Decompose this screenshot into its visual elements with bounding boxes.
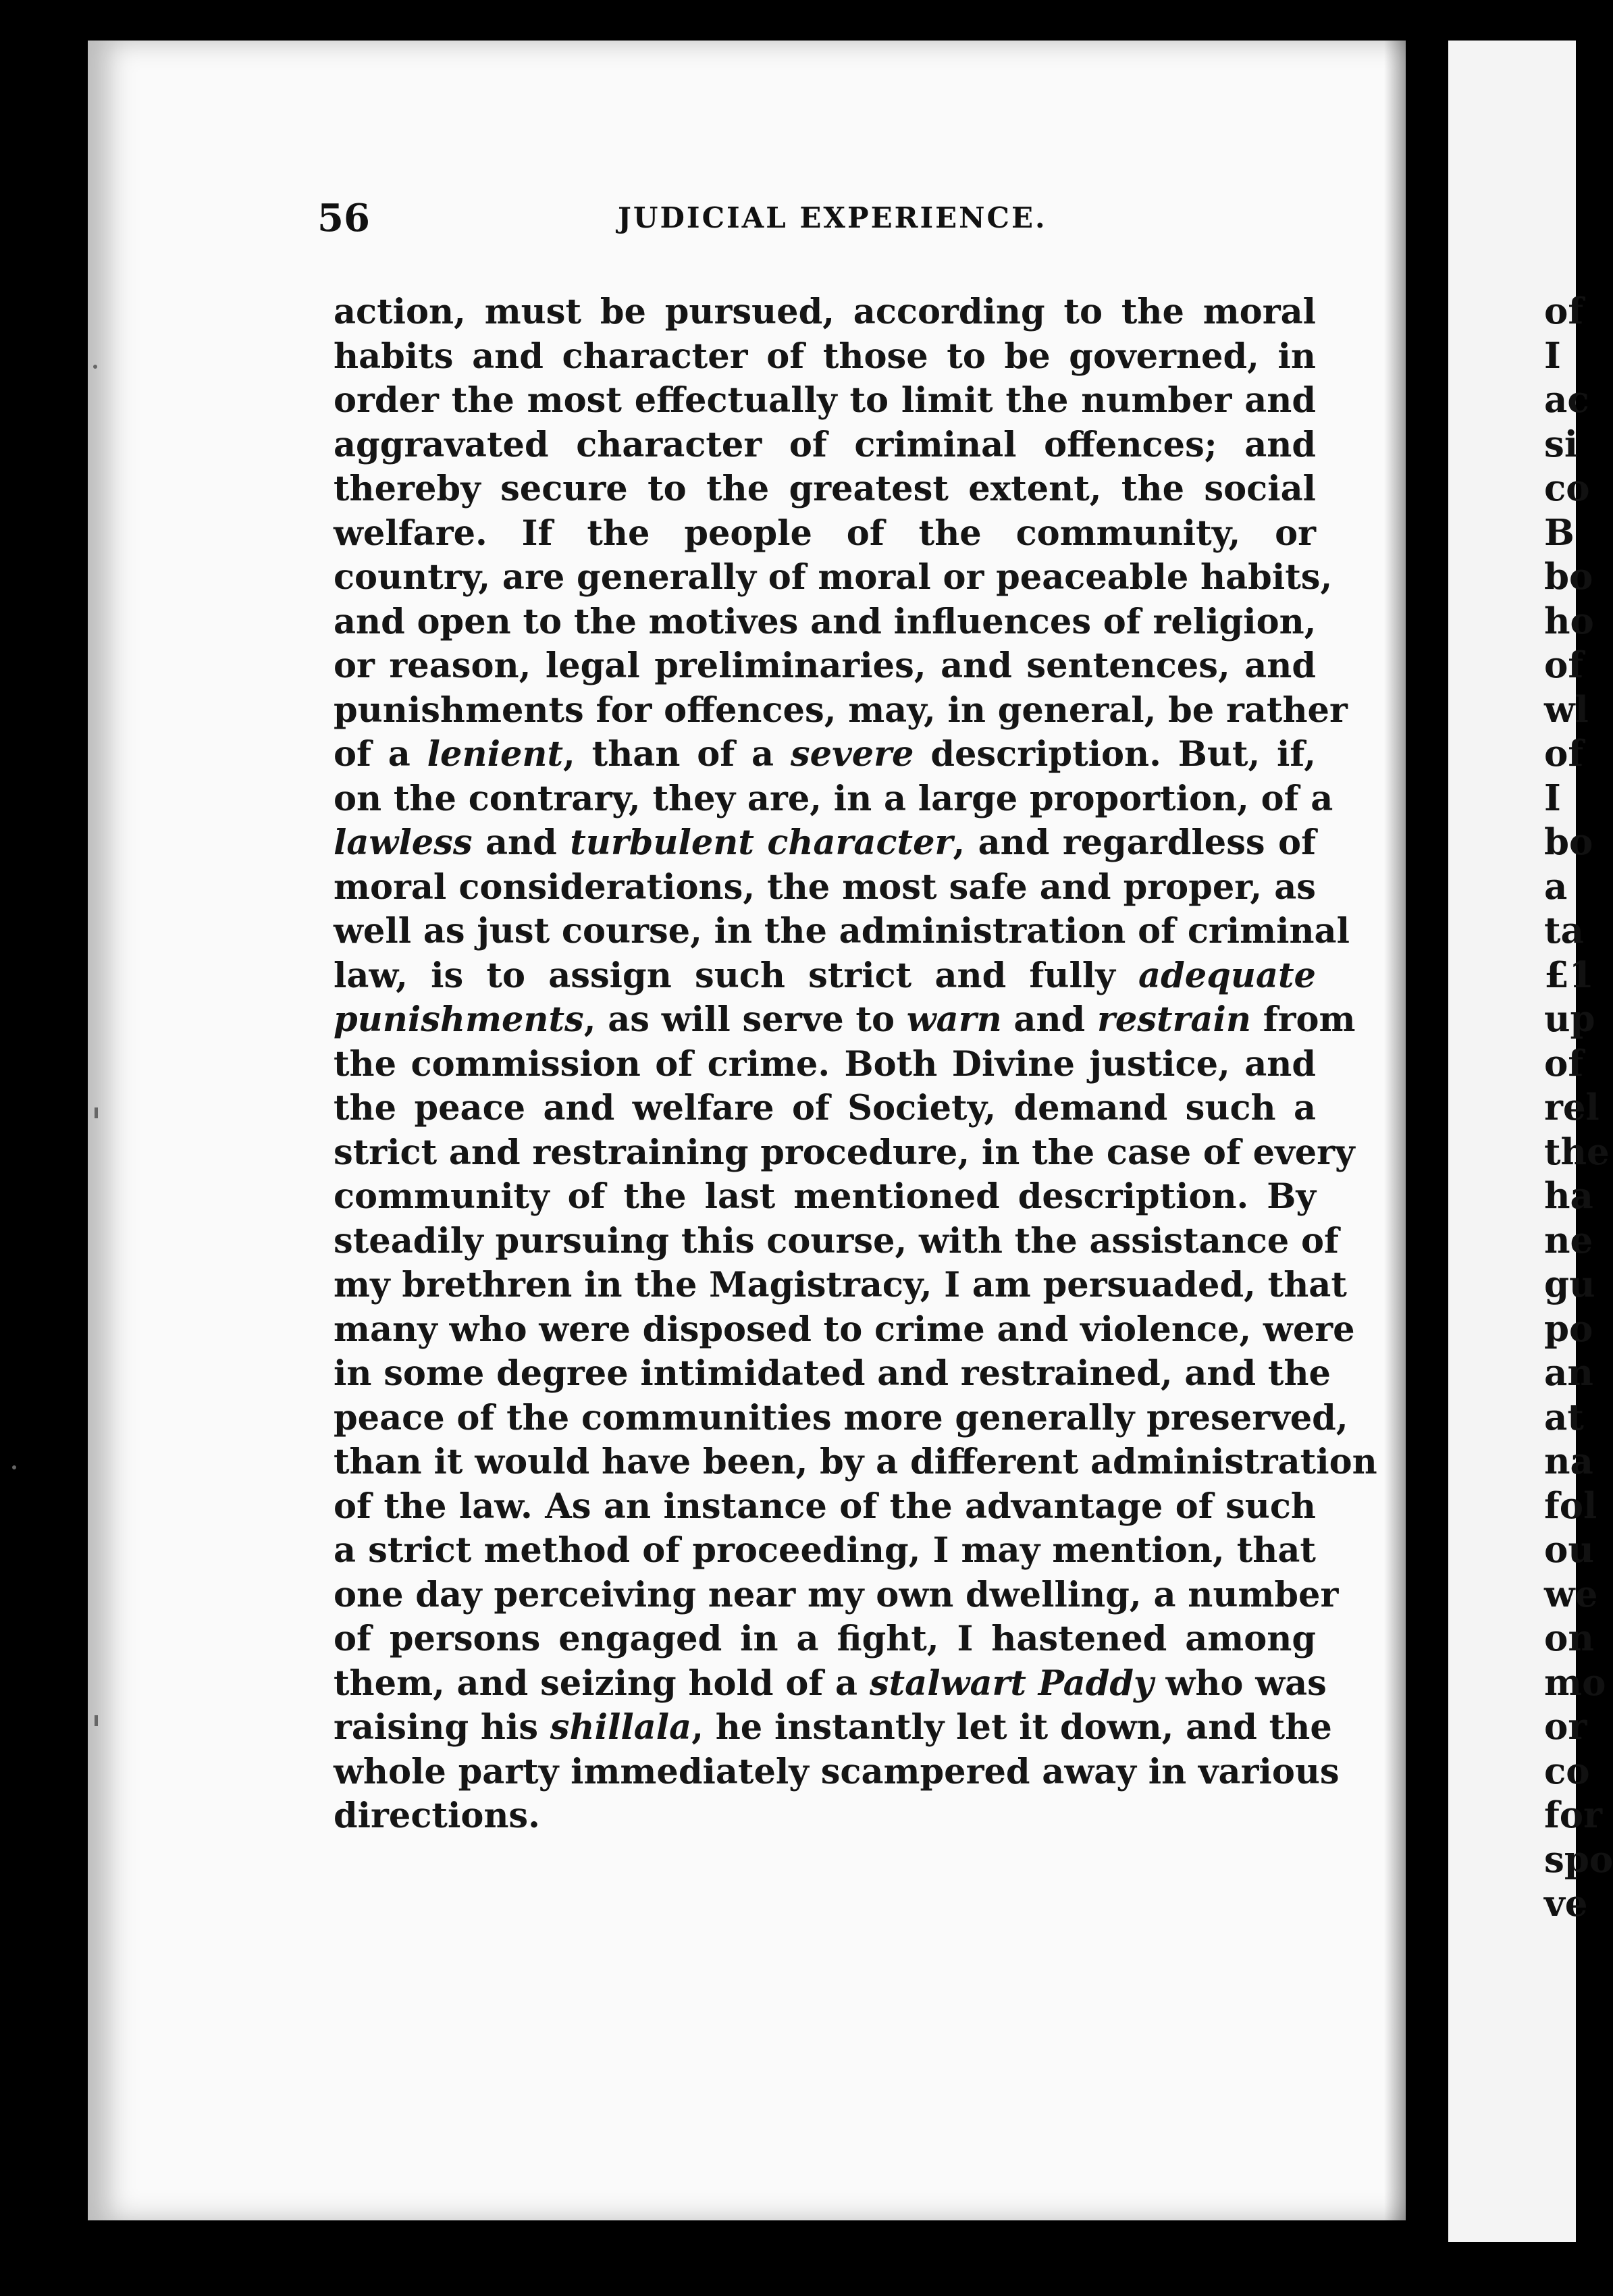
facing-page-fragment: ha <box>1544 1175 1593 1217</box>
scan-speck <box>12 1465 16 1469</box>
text-line: of the law. As an instance of the advantage of such <box>334 1486 1316 1527</box>
text-line: habits and character of those to be governed, in <box>334 336 1316 377</box>
text-line: raising his shillala, he instantly let it down, and the <box>334 1707 1332 1748</box>
facing-page-fragment: co <box>1544 1750 1590 1792</box>
text-line: lawless and turbulent character, and regardless of <box>334 823 1317 863</box>
facing-page-fragment: rel <box>1544 1087 1599 1128</box>
facing-page-fragment: of <box>1544 1042 1584 1085</box>
text-line: steadily pursuing this course, with the assistance of <box>334 1220 1339 1261</box>
facing-page-fragment: we <box>1544 1573 1598 1615</box>
facing-page-fragment: of <box>1544 733 1584 775</box>
italic-phrase: lenient <box>427 734 564 775</box>
text-line: in some degree intimidated and restrained, and the <box>334 1353 1331 1394</box>
text-line: strict and restraining procedure, in the case of every <box>334 1132 1355 1173</box>
text-line: the commission of crime. Both Divine justice, and <box>334 1043 1316 1085</box>
italic-phrase: punishments <box>334 999 584 1040</box>
text-line: a strict method of proceeding, I may mention, that <box>334 1530 1316 1571</box>
page-edge-shadow <box>1384 41 1411 2220</box>
facing-page-fragment: B <box>1544 511 1575 554</box>
text-line: one day perceiving near my own dwelling, a number <box>334 1574 1339 1615</box>
facing-page-fragment: the <box>1544 1130 1610 1173</box>
italic-phrase: shillala <box>550 1707 692 1748</box>
body-text <box>334 290 1377 1839</box>
facing-page-fragment: bo <box>1544 821 1593 863</box>
facing-page-fragment: si <box>1544 423 1578 465</box>
facing-page-fragment: for <box>1544 1794 1603 1836</box>
text-line: many who were disposed to crime and violence, were <box>334 1309 1355 1350</box>
text-line: punishments for offences, may, in general, be rather <box>334 689 1348 731</box>
text-line: and open to the motives and influences of religion, <box>334 601 1317 642</box>
facing-page-fragment: at <box>1544 1396 1584 1438</box>
text-line: moral considerations, the most safe and proper, as <box>334 866 1316 908</box>
facing-page-fragment: wl <box>1544 688 1589 731</box>
text-line: order the most effectually to limit the number and <box>334 380 1316 421</box>
running-head: JUDICIAL EXPERIENCE. <box>618 201 1047 234</box>
text-line: of a lenient, than of a severe description. But, if, <box>334 734 1316 775</box>
facing-page-fragment: I <box>1544 334 1561 377</box>
scan-speck <box>95 1107 98 1118</box>
facing-page-fragment: I <box>1544 777 1561 819</box>
page-header <box>317 189 1317 250</box>
facing-page-fragment: ne <box>1544 1219 1593 1261</box>
text-line: or reason, legal preliminaries, and sentences, and <box>334 646 1316 686</box>
text-line: action, must be pursued, according to the moral <box>334 292 1316 332</box>
text-line: than it would have been, by a different administration <box>334 1442 1377 1482</box>
facing-page-fragment: bo <box>1544 556 1593 598</box>
facing-page-fragment: ve <box>1544 1883 1588 1925</box>
facing-page-fragment: co <box>1544 467 1590 509</box>
text-line: the peace and welfare of Society, demand such a <box>334 1088 1316 1128</box>
facing-page-fragment: up <box>1544 998 1595 1040</box>
facing-page-fragment: na <box>1544 1440 1593 1482</box>
text-line: aggravated character of criminal offences; and <box>334 424 1316 465</box>
italic-phrase: adequate <box>1138 955 1316 996</box>
text-line: community of the last mentioned description. By <box>334 1176 1316 1217</box>
facing-page-fragment: £1 <box>1544 954 1594 996</box>
facing-page-fragment: an <box>1544 1352 1593 1394</box>
facing-page-fragment: on <box>1544 1617 1594 1659</box>
italic-phrase: lawless <box>334 823 473 863</box>
facing-page-fragment: of <box>1544 644 1584 686</box>
facing-page-fragment: ho <box>1544 600 1594 642</box>
facing-page-fragment: gu <box>1544 1263 1595 1305</box>
text-line: law, is to assign such strict and fully adequate <box>334 955 1316 996</box>
text-line: thereby secure to the greatest extent, the social <box>334 469 1316 509</box>
scan-speck <box>95 1715 98 1726</box>
facing-page-fragment: ac <box>1544 379 1589 421</box>
italic-phrase: restrain <box>1096 999 1251 1040</box>
text-line: on the contrary, they are, in a large proportion, of a <box>334 778 1333 819</box>
italic-phrase: stalwart Paddy <box>869 1663 1154 1704</box>
italic-phrase: warn <box>906 999 1002 1040</box>
facing-page-edge <box>1448 41 1613 2242</box>
text-line: directions. <box>334 1796 540 1836</box>
facing-page-fragment: spo <box>1544 1838 1613 1881</box>
text-line: my brethren in the Magistracy, I am persuaded, that <box>334 1265 1347 1305</box>
facing-page-fragment: or <box>1544 1706 1587 1748</box>
text-line: peace of the communities more generally preserved, <box>334 1397 1348 1438</box>
text-line: welfare. If the people of the community, or <box>334 513 1316 554</box>
italic-phrase: severe <box>790 734 914 775</box>
facing-page-fragment: mo <box>1544 1661 1606 1704</box>
facing-page-fragment: ou <box>1544 1529 1594 1571</box>
facing-page-fragment: po <box>1544 1307 1593 1350</box>
facing-page-fragment: ta <box>1544 910 1584 951</box>
page-number: 56 <box>317 196 370 240</box>
text-line: punishments, as will serve to warn and restrain from <box>334 999 1356 1040</box>
facing-page-fragment: fol <box>1544 1484 1597 1527</box>
text-line: well as just course, in the administration of criminal <box>334 911 1350 951</box>
text-line: them, and seizing hold of a stalwart Paddy who was <box>334 1663 1327 1704</box>
facing-page-fragment: of <box>1544 290 1584 332</box>
scan-speck <box>93 365 97 369</box>
text-line: country, are generally of moral or peaceable habits, <box>334 557 1333 598</box>
italic-phrase: turbulent character <box>570 823 953 863</box>
text-line: of persons engaged in a fight, I hastened among <box>334 1619 1316 1659</box>
facing-page-fragment: a <box>1544 865 1568 908</box>
text-line: whole party immediately scampered away in various <box>334 1751 1340 1792</box>
